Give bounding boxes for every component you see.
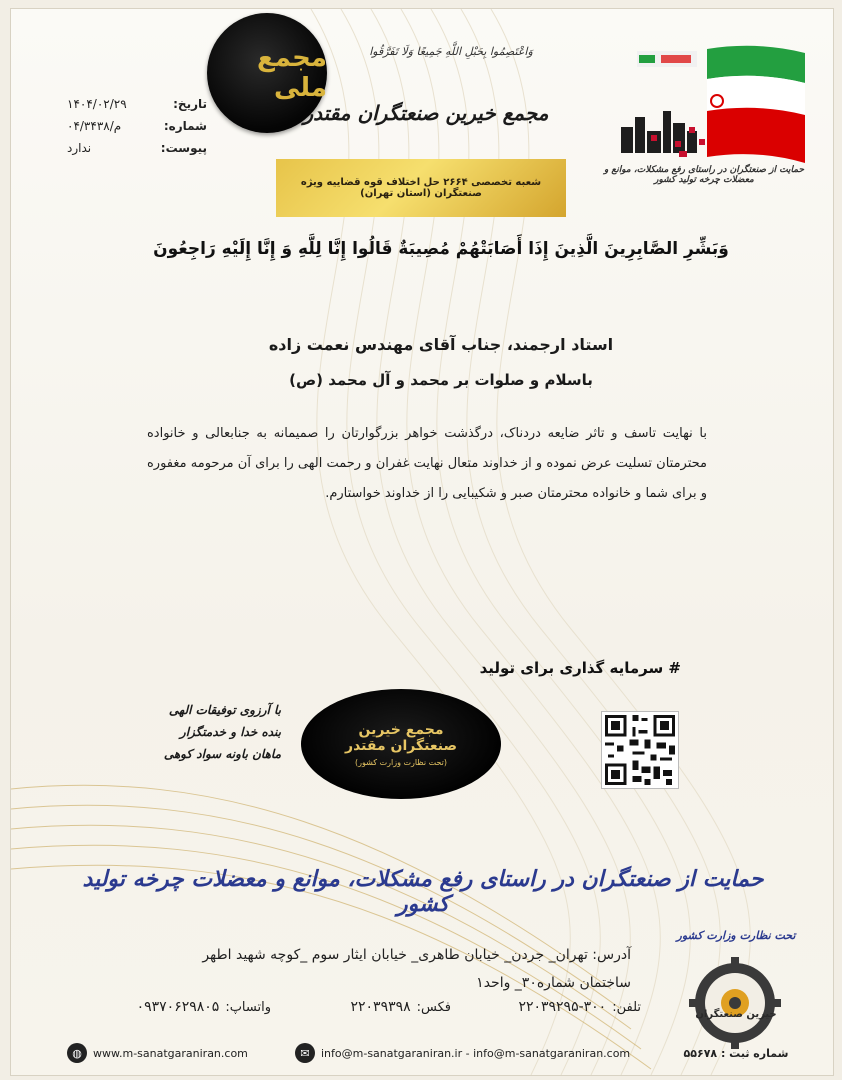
registration-number: شماره ثبت : ۵۵۶۷۸ [683, 1047, 789, 1060]
attachment-row [67, 141, 207, 163]
letter-page [10, 8, 834, 1076]
qr-code-icon[interactable] [601, 711, 679, 789]
whatsapp-label: واتساپ: [225, 999, 271, 1015]
ministry-supervision-caption: تحت نظارت وزارت کشور [676, 929, 796, 942]
organization-title: مجمع خیرین صنعتگران مقتدر [303, 101, 549, 125]
email-link[interactable] [295, 1043, 630, 1063]
address-line-2: ساختمان شماره۳۰_ واحد۱ [476, 975, 631, 991]
greeting-line: باسلام و صلوات بر محمد و آل محمد (ص) [289, 371, 593, 389]
date-row [67, 97, 207, 119]
signature-block [121, 699, 281, 765]
address-line-1: آدرس: تهران_ جردن_ خیابان طاهری_ خیابان ایثار سوم _کوچه شهید اطهر [202, 947, 631, 963]
whatsapp-contact[interactable] [137, 999, 271, 1015]
phone-label: تلفن: [612, 999, 641, 1015]
website-link[interactable] [67, 1043, 248, 1063]
badge-text: مجمع ملی [256, 43, 327, 103]
stamp-line-2: صنعتگران مقتدر [345, 737, 457, 754]
official-stamp [301, 689, 501, 799]
signature-line-2: بنده خدا و خدمتگزار [179, 725, 281, 739]
flag-caption: حمایت از صنعتگران در راستای رفع مشکلات، موانع و معضلات چرخه تولید کشور [603, 165, 805, 185]
logo-text: خیرین صنعتگران [695, 1009, 777, 1020]
hashtag-line: # سرمایه گذاری برای تولید [479, 659, 681, 677]
web-row [67, 1043, 647, 1067]
address-block [171, 941, 631, 997]
attachment-value: ندارد [67, 141, 92, 155]
branch-text: شعبه تخصصی ۲۶۶۴ حل اختلاف قوه قضاییه ویژه صنعتگران (استان تهران) [300, 177, 542, 199]
signature-line-3: ماهان باونه سواد کوهی [163, 747, 281, 761]
letter-meta [67, 97, 207, 163]
date-value: ۱۴۰۴/۰۲/۲۹ [67, 97, 127, 111]
number-label: شماره: [163, 119, 207, 133]
fax-value: ۲۲۰۳۹۳۹۸ [350, 999, 411, 1015]
branch-banner [276, 159, 566, 217]
recipient-salutation: استاد ارجمند، جناب آقای مهندس نعمت زاده [268, 335, 614, 354]
header-verse: وَاعْتَصِمُوا بِحَبْلِ اللَّهِ جَمِيعًا وَلَا تَفَرَّقُوا [369, 45, 533, 58]
email-icon: ✉ [295, 1043, 315, 1063]
whatsapp-value: ۰۹۳۷۰۶۲۹۸۰۵ [136, 999, 220, 1015]
quran-verse: وَبَشِّرِ الصَّابِرِينَ الَّذِينَ إِذَا أَصَابَتْهُمْ مُصِيبَةٌ قَالُوا إِنَّا لِلَّهِ وَ إِنَّا إِلَيْهِ رَاجِعُونَ [153, 239, 729, 259]
number-row [67, 119, 207, 141]
stamp-line-3: (تحت نظارت وزارت کشور) [354, 757, 448, 767]
footer-banner: حمایت از صنعتگران در راستای رفع مشکلات، موانع و معضلات چرخه تولید کشور [82, 867, 764, 917]
phone-contact[interactable] [518, 999, 641, 1015]
condolence-paragraph: با نهایت تاسف و تاثر ضایعه دردناک، درگذشت خواهر بزرگوارتان را صمیمانه به جنابعالی و خانواده محترمتان تسلیت عرض نموده و از خداوند متعال نهایت غفران و رحمت الهی را برای آن مرحومه مغفوره و برای شما و خانواده محترمتان صبر و شکیبایی را از خداوند خواستارم. [147, 426, 707, 501]
signature-line-1: با آرزوی توفیقات الهی [168, 703, 281, 717]
gear-logo-icon [655, 931, 815, 1051]
contact-row [61, 999, 641, 1023]
phone-value: ۲۲۰۳۹۲۹۵-۳۰۰ [518, 999, 607, 1015]
fax-label: فکس: [416, 999, 451, 1015]
stamp-line-1: مجمع خیرین [358, 721, 444, 738]
number-value: ۰۴/۳۴۳۸/م [67, 119, 122, 133]
attachment-label: پیوست: [160, 141, 207, 155]
website-text: www.m-sanatgaraniran.com [93, 1046, 248, 1060]
date-label: تاریخ: [173, 97, 207, 111]
globe-icon: ◍ [67, 1043, 87, 1063]
fax-contact[interactable] [350, 999, 451, 1015]
email-text: info@m-sanatgaraniran.ir - info@m-sanatgaraniran.com [321, 1046, 631, 1060]
